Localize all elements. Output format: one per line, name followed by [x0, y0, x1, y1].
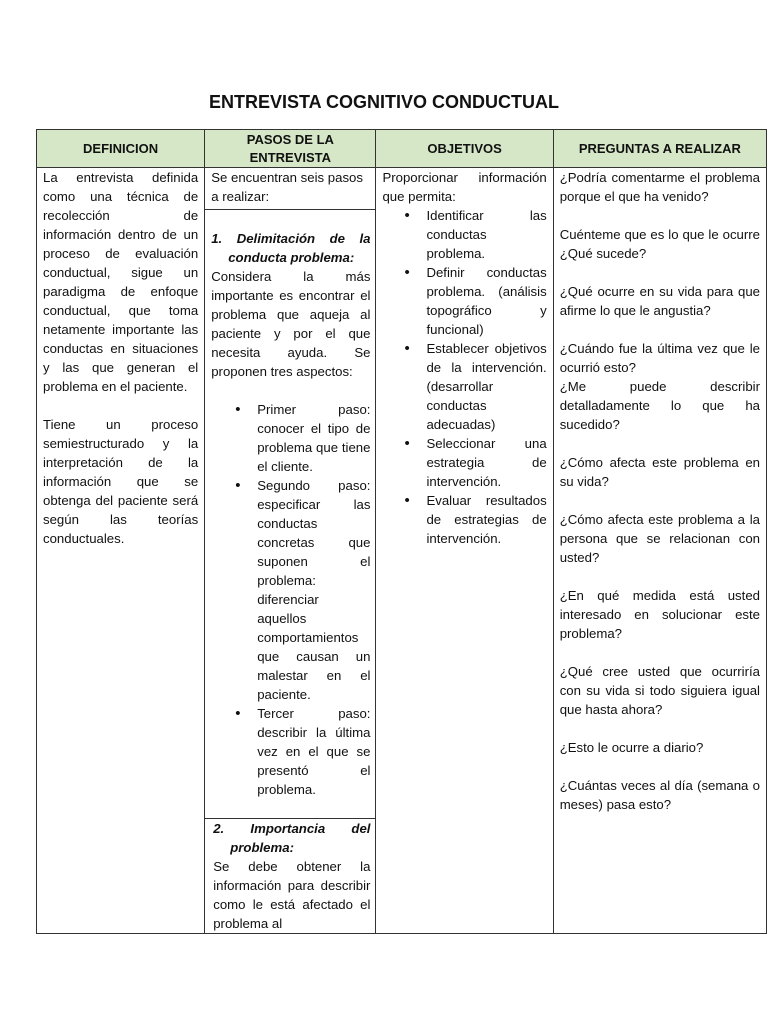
cell-definicion: [37, 168, 205, 934]
pregunta: Cuénteme que es lo que le ocurre ¿Qué sucede?: [559, 227, 760, 261]
pregunta: ¿Me puede describir detalladamente lo que ha sucedido?: [559, 379, 760, 432]
pregunta: ¿Podría comentarme el problema porque el que ha venido?: [559, 170, 760, 204]
interview-table: [36, 129, 767, 934]
cell-objetivos: [376, 168, 553, 934]
cell-preguntas: [553, 168, 766, 934]
pasos-section-1-bullets: [211, 400, 370, 799]
pasos-section-2-text: Se debe obtener la información para describir como le está afectado el problema al: [213, 859, 371, 931]
definicion-paragraph-2: Tiene un proceso semiestructurado y la interpretación de la información que se obtenga del paciente será según las teorías conductuales.: [43, 417, 199, 546]
pasos-section-1-title: 1. Delimitación de la conducta problema:: [211, 231, 371, 265]
list-item: • Tercer paso: describir la última vez en el que se presentó el problema.: [257, 704, 370, 799]
list-item: • Establecer objetivos de la intervención. (desarrollar conductas adecuadas): [426, 339, 546, 434]
header-objetivos: OBJETIVOS: [376, 130, 553, 168]
objetivos-bullets: [382, 206, 546, 548]
header-definicion: DEFINICION: [37, 130, 205, 168]
pregunta: ¿Qué ocurre en su vida para que afirme lo que le angustia?: [559, 284, 760, 318]
objetivos-intro: Proporcionar información que permita:: [382, 170, 547, 204]
list-item: • Seleccionar una estrategia de intervención.: [426, 434, 546, 491]
table-body-row: [37, 168, 767, 934]
pregunta: ¿Cómo afecta este problema en su vida?: [559, 455, 760, 489]
list-item: • Primer paso: conocer el tipo de problema que tiene el cliente.: [257, 400, 370, 476]
pregunta: ¿Qué cree usted que ocurriría con su vida si todo siguiera igual que hasta ahora?: [559, 664, 760, 717]
document-title: ENTREVISTA COGNITIVO CONDUCTUAL: [209, 92, 559, 112]
list-item: • Definir conductas problema. (análisis topográfico y funcional): [426, 263, 546, 339]
list-item: • Evaluar resultados de estrategias de intervención.: [426, 491, 546, 548]
pregunta: ¿En qué medida está usted interesado en solucionar este problema?: [559, 588, 760, 641]
header-pasos: PASOS DE LA ENTREVISTA: [205, 130, 376, 168]
list-item: • Identificar las conductas problema.: [426, 206, 546, 263]
list-item: • Segundo paso: especificar las conductas concretas que suponen el problema: diferenciar aquellos comportamientos que causan un malestar en el paciente.: [257, 476, 370, 704]
pasos-section-1-text: Considera la más importante es encontrar el problema que aqueja al paciente y por el que necesita ayuda. Se proponen tres aspectos:: [211, 269, 371, 379]
pregunta: ¿Cuándo fue la última vez que le ocurrió esto?: [559, 341, 760, 375]
definicion-paragraph-1: La entrevista definida como una técnica de recolección de información dentro de un proceso de evaluación conductual, sigue un paradigma de enfoque conductual, que toma netamente importante las conductas en situaciones y las que generan el problema en el paciente.: [43, 170, 199, 394]
pregunta: ¿Esto le ocurre a diario?: [559, 740, 704, 755]
pregunta: ¿Cómo afecta este problema a la persona que se relacionan con usted?: [559, 512, 760, 565]
pasos-intro: Se encuentran seis pasos a realizar:: [211, 170, 363, 204]
pasos-section-1: [211, 229, 370, 799]
pasos-section-2-title: 2. Importancia del problema:: [213, 821, 371, 855]
pasos-section-2: [205, 818, 376, 933]
pregunta: ¿Cuántas veces al día (semana o meses) pasa esto?: [559, 778, 760, 812]
cell-pasos: [205, 168, 376, 934]
table-header-row: [37, 130, 767, 168]
header-preguntas: PREGUNTAS A REALIZAR: [553, 130, 766, 168]
